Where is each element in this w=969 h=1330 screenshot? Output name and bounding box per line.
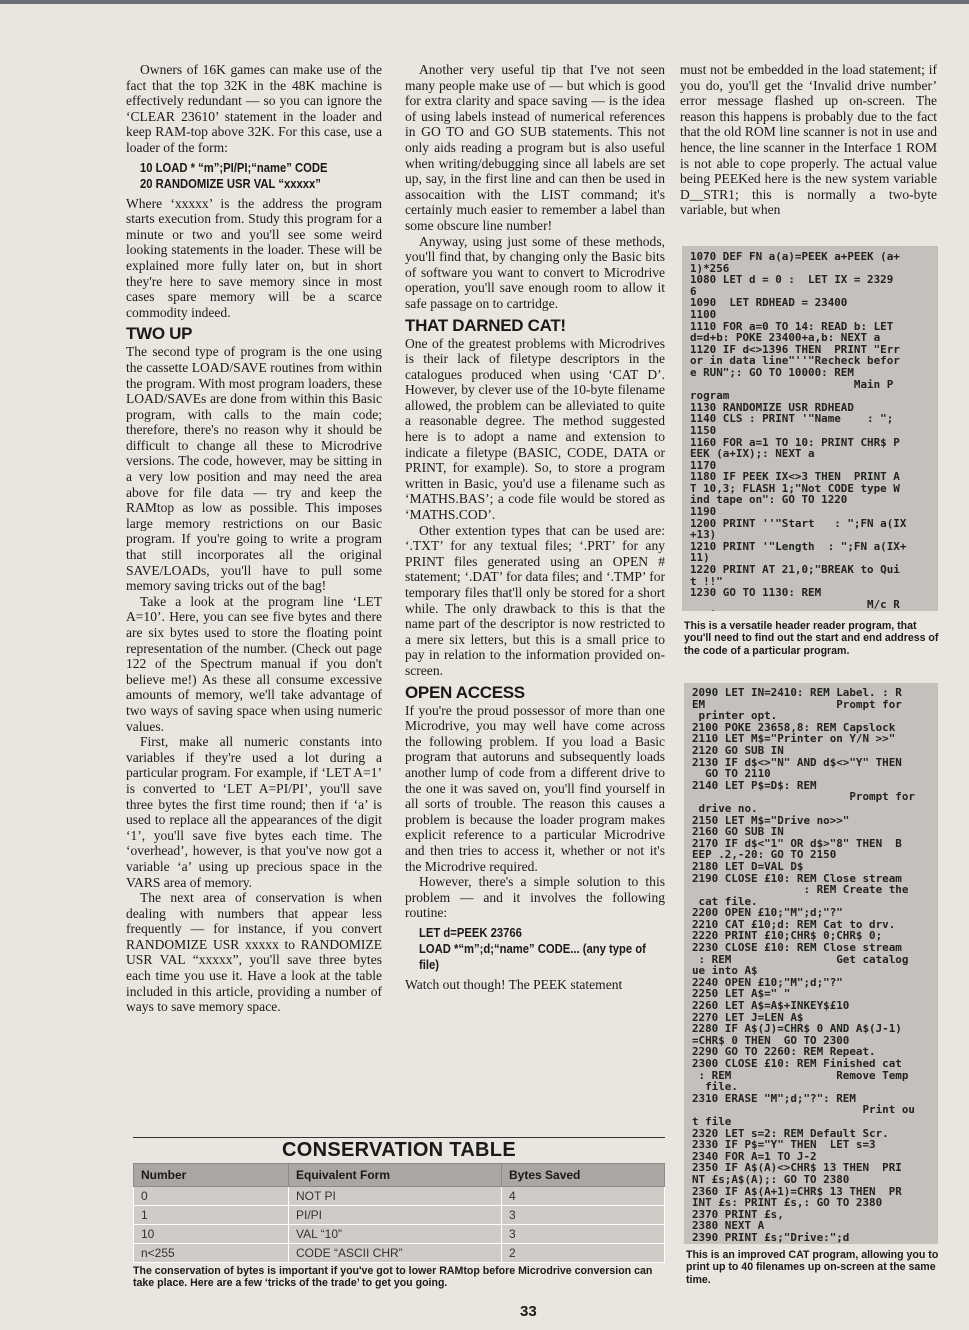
code-line: 2110 LET M$="Printer on Y/N >>" (692, 732, 896, 746)
conservation-table (133, 1163, 665, 1263)
paragraph: Watch out though! The PEEK statement (405, 976, 623, 992)
code-line: 2090 LET IN=2410: REM Label. : R (692, 686, 902, 699)
code-line: 1130 RANDOMIZE USR RDHEAD (690, 400, 854, 414)
code-line: 1110 FOR a=0 TO 14: READ b: LET (690, 319, 894, 333)
code-line: file) (419, 957, 440, 972)
code-line: 20 RANDOMIZE USR VAL “xxxxx” (140, 176, 321, 191)
code-line: Prompt for (692, 790, 915, 804)
code-line: Print ou (692, 1103, 915, 1117)
code-line: 11) (690, 551, 710, 565)
code-line: 1140 CLS : PRINT '"Name : "; (690, 412, 894, 426)
code-line: t !!" (690, 574, 723, 588)
code-line: 2370 PRINT £s, (692, 1207, 784, 1221)
code-line: 2270 LET J=LEN A$ (692, 1010, 804, 1024)
code-line: rogram (690, 389, 730, 403)
code-line: 2210 CAT £10;d: REM Cat to drv. (692, 917, 896, 931)
code-line: EEK (a+IX);: NEXT a (690, 447, 815, 461)
code-line: 2350 IF A$(A)<>CHR$ 13 THEN PRI (692, 1161, 902, 1175)
code-line: ue into A$ (692, 964, 758, 978)
code-line: M/c R (690, 597, 900, 611)
top-border (0, 0, 969, 4)
paragraph: However, there's a simple solution to this problem — and it involves the following routine: (405, 874, 665, 921)
code-line: 2200 OPEN £10;"M";d;"?" (692, 906, 843, 920)
code-line: 2130 IF d$<>"N" AND d$<>"Y" THEN (692, 755, 902, 769)
code-line: 2380 NEXT A (692, 1219, 765, 1233)
code-line: =CHR$ 0 THEN GO TO 2300 (692, 1033, 850, 1047)
code-line: 1230 GO TO 1130: REM (690, 586, 822, 600)
table-cell: 1 (134, 1206, 289, 1225)
table-cell: n<255 (134, 1244, 289, 1263)
code-line: 2170 IF d$<"1" OR d$>"8" THEN B (692, 836, 902, 850)
table-cell: 3 (502, 1206, 665, 1225)
table-cell: 4 (502, 1187, 665, 1206)
code-line: 1220 PRINT AT 21,0;"BREAK to Qui (690, 563, 900, 577)
code-line: T 10,3; FLASH 1;"Not CODE type W (690, 481, 900, 495)
code-line: GO TO 2110 (692, 767, 771, 781)
code-line: 2340 FOR A=1 TO J-2 (692, 1149, 817, 1163)
code-line: EM Prompt for (692, 697, 902, 711)
code-line: 2220 PRINT £10;CHR$ 0;CHR$ 0; (692, 929, 883, 943)
code-line: INT £s: PRINT £s,: GO TO 2380 (692, 1196, 883, 1210)
code-line: 2140 LET P$=D$: REM (692, 778, 817, 792)
paragraph: must not be embedded in the load statement; if you do, you'll get the ‘Invalid drive number’ error message flashed up on-screen. The reason this happens is probably due to the fact that the old ROM line scanner is not in use and hence, the line scanner in the Interface 1 ROM is not able to cope properly. The actual value being PEEKed here is the new system variable D__STR1; this is normally a two-byte variable, but when (680, 62, 937, 218)
code-line: cat file. (692, 894, 758, 908)
code-line: 1090 LET RDHEAD = 23400 (690, 296, 848, 310)
table-caption: The conservation of bytes is important if you've got to lower RAMtop before Microdrive conversion can take place. Here are a few ‘tricks of the trade’ to get you going. (133, 1265, 653, 1290)
listing-caption: This is a versatile header reader program, that you'll need to find out the start and end address of the code of a particular program. (684, 620, 939, 657)
code-line: 1150 (690, 423, 717, 437)
code-line: LET d=PEEK 23766 (419, 925, 522, 940)
code-line: 2250 LET A$=" " (692, 987, 791, 1001)
code-line: 2260 LET A$=A$+INKEY$£10 (692, 999, 850, 1013)
table-row (134, 1206, 665, 1225)
code-line: file. (692, 1080, 738, 1094)
table-cell: CODE “ASCII CHR” (289, 1244, 502, 1263)
article-column-1 (126, 62, 382, 1015)
header-reader-listing (682, 246, 938, 611)
table-header-row (134, 1164, 665, 1187)
code-line: EEP .2,-20: GO TO 2150 (692, 848, 837, 862)
code-line: 2100 POKE 23658,8: REM Capslock (692, 720, 896, 734)
paragraph: The next area of conservation is when dealing with numbers that appear less frequently — for instance, if you convert RANDOMIZE USR xxxxx to RANDOMIZE USR VAL “xxxxx”, you'll save three bytes each time you use it. Have a look at the table included in this article, providing a number of ways to save memory space. (126, 890, 382, 1015)
code-line: 1)*256 (690, 261, 730, 275)
code-snippet (419, 925, 646, 973)
code-line: 1210 PRINT '"Length : ";FN a(IX+ (690, 539, 907, 553)
section-heading: TWO UP (126, 324, 193, 344)
table-rule (133, 1137, 665, 1138)
table-header: Equivalent Form (289, 1164, 502, 1187)
paragraph: Take a look at the program line ‘LET A=10’. Here, you can see five bytes and there are six bytes used to store the floating point representation of the number. (Check out page 122 of the Spectrum manual if you don't believe me!) As these all consume excessive amounts of memory, we'll take advantage of two ways of saving space when using numeric values. (126, 593, 382, 734)
paragraph: Where ‘xxxxx’ is the address the program starts execution from. Study this program for a minute or two and you'll see some weird looking statements in the loader. These will be explained more fully later on, but in short they're here to save memory since in most cases spare memory will be a scarce commodity indeed. (126, 195, 382, 320)
code-line: 1160 FOR a=1 TO 10: PRINT CHR$ P (690, 435, 900, 449)
code-line: Main P (690, 377, 894, 391)
code-line: : REM Create the (692, 883, 909, 897)
code-line: 10 LOAD * “m”;PI/PI;“name” CODE (140, 160, 328, 175)
code-line: 2190 CLOSE £10: REM Close stream (692, 871, 902, 885)
paragraph: One of the greatest problems with Microdrives is their lack of filetype descriptors in the catalogues produced when using ‘CAT D’. However, by clever use of the 10-byte filename allowed, the problem can be alleviated to quite a reasonable degree. The method suggested here is to adopt a name and extension to indicate a filetype (BASIC, CODE, DATA or PRINT, for example). So, to store a program written in Basic, you'd use a filename such as ‘MATHS.BAS’; a code file would be stored as ‘MATHS.COD’. (405, 335, 665, 523)
paragraph: If you're the proud possessor of more than one Microdrive, you may well have come across the following problem. If you load a Basic program that autoruns and subsequently loads another lump of code from a different drive to the one it was saved on, you'll find yourself in all sorts of trouble. The reason this causes a problem is because the loader program makes explicit reference to a particular Microdrive and then tries to access it, whether or not it's the Microdrive required. (405, 702, 665, 874)
code-line: 1200 PRINT ''"Start : ";FN a(IX (690, 516, 907, 530)
paragraph: Anyway, using just some of these methods, you'll find that, by changing only the Basic bits of software you want to convert to Microdrive operation, you'll save enough room to allow it safe passage on to cartridge. (405, 233, 665, 311)
paragraph: Other extention types that can be used are: ‘.TXT’ for any textual files; ‘.PRT’ for any PRINT files generated using an OPEN # statement; ‘.DAT’ for data files; and ‘.TMP’ for temporary files that'll only be stored for a short while. The only drawback to this is that the name part of the descriptor is now restricted to a mere six letters, but this is a small price to pay in relation to the information provided on-screen. (405, 522, 665, 678)
code-line: drive no. (692, 801, 758, 815)
code-line: 6 (690, 284, 697, 298)
code-line: 1120 IF d<>1396 THEN PRINT "Err (690, 342, 900, 356)
code-line: or in data line"''"Recheck befor (690, 354, 900, 368)
code-line: printer opt. (692, 709, 778, 723)
code-line: 2310 ERASE "M";d;"?": REM (692, 1091, 856, 1105)
table-row (134, 1244, 665, 1263)
code-line: 2320 LET s=2: REM Default Scr. (692, 1126, 889, 1140)
table-cell: 2 (502, 1244, 665, 1263)
table-cell: 3 (502, 1225, 665, 1244)
article-column-3 (680, 62, 937, 218)
code-line: LOAD *“m”;d;“name” CODE... (any type of (419, 941, 646, 956)
code-line: : REM Get catalog (692, 952, 909, 966)
table-cell: 10 (134, 1225, 289, 1244)
code-line: 2360 IF A$(A+1)=CHR$ 13 THEN PR (692, 1184, 902, 1198)
code-line: 2300 CLOSE £10: REM Finished cat (692, 1057, 902, 1070)
article-column-2 (405, 62, 665, 992)
table-title: CONSERVATION TABLE (282, 1139, 516, 1161)
paragraph: The second type of program is the one using the cassette LOAD/SAVE routines from within the program. With most program loaders, these LOAD/SAVEs are done from within this Basic program, with calls to the main code; therefore, there's no reason why it should be difficult to change all these to Microdrive versions. The code, however, may be sitting in a very low position and may need the area above for file data — try and keep the RAMtop as low as possible. This imposes large memory restrictions on our Basic program. If you're going to write a program that still incorporates all the original SAVE/LOADs, you'll have to pull some memory saving tricks out of the bag! (126, 344, 382, 594)
code-line: d=d+b: POKE 23400+a,b: NEXT a (690, 331, 881, 345)
listing-caption: This is an improved CAT program, allowing you to print up to 40 filenames up on-screen at the same time. (686, 1249, 939, 1286)
code-line: ind tape on": GO TO 1220 (690, 493, 848, 507)
table-cell: PI/PI (289, 1206, 502, 1225)
code-line: 2120 GO SUB IN (692, 743, 784, 757)
code-line: 1100 (690, 307, 717, 321)
table-cell: VAL “10” (289, 1225, 502, 1244)
table-header: Bytes Saved (502, 1164, 665, 1187)
section-heading: OPEN ACCESS (405, 682, 525, 702)
cat-program-listing (684, 683, 938, 1244)
code-line: t file (692, 1114, 732, 1128)
table-row (134, 1225, 665, 1244)
code-line: 1180 IF PEEK IX<>3 THEN PRINT A (690, 470, 900, 484)
code-line: 1190 (690, 505, 717, 519)
table-cell: NOT PI (289, 1187, 502, 1206)
code-line: 1080 LET d = 0 : LET IX = 2329 (690, 273, 894, 287)
code-line: 2280 IF A$(J)=CHR$ 0 AND A$(J-1) (692, 1022, 902, 1036)
code-line: e RUN";: GO TO 10000: REM (690, 365, 854, 379)
code-line: 2180 LET D=VAL D$ (692, 859, 804, 873)
code-line: 1170 (690, 458, 717, 472)
section-heading: THAT DARNED CAT! (405, 315, 566, 335)
code-line: 2330 IF P$="Y" THEN LET s=3 (692, 1138, 876, 1152)
table-cell: 0 (134, 1187, 289, 1206)
table-header: Number (134, 1164, 289, 1187)
code-line: : REM Remove Temp (692, 1068, 909, 1082)
code-line: NT £s;A$(A);: GO TO 2380 (692, 1172, 850, 1186)
code-line (692, 1244, 938, 1245)
code-line: 2230 CLOSE £10: REM Close stream (692, 941, 902, 955)
code-line: 2240 OPEN £10;"M";d;"?" (692, 975, 843, 989)
paragraph: Owners of 16K games can make use of the fact that the top 32K in the 48K machine is effectively redundant — so you can ignore the ‘CLEAR 23610’ statement in the loader and keep RAM-top above 32K. For this case, use a loader of the form: (126, 62, 382, 155)
paragraph: Another very useful tip that I've not seen many people make use of — but which is good for extra clarity and space saving — is the idea of using labels instead of numerical references in GO TO and GO SUB statements. This not only aids reading a program but is also useful when writing/debugging since all labels are set up, say, in the first line and can then be used in assocaition with the LIST command; it's certainly much easier to remember a label than some obscure line number! (405, 62, 665, 233)
code-snippet (140, 160, 358, 192)
paragraph: First, make all numeric constants into variables if they're used a lot during a particular program. For example, if ‘LET A=1’ is converted to ‘LET A=PI/PI’, you'll save three bytes the first time round; then if ‘a’ is used to replace all the appearances of the digit ‘1’, you'll save five bytes each time. The ‘overhead’, however, is that you've now got a variable ‘a’ using up precious space in the VARS area of memory. (126, 734, 382, 890)
code-line: 1070 DEF FN a(a)=PEEK a+PEEK (a+ (690, 250, 900, 263)
code-line: 2390 PRINT £s;"Drive:";d (692, 1230, 850, 1244)
page-number: 33 (520, 1303, 537, 1320)
code-line: 2160 GO SUB IN (692, 825, 784, 839)
code-line: 2150 LET M$="Drive no>>" (692, 813, 850, 827)
code-line: 2290 GO TO 2260: REM Repeat. (692, 1045, 876, 1059)
code-line: +13) (690, 528, 717, 542)
table-row (134, 1187, 665, 1206)
